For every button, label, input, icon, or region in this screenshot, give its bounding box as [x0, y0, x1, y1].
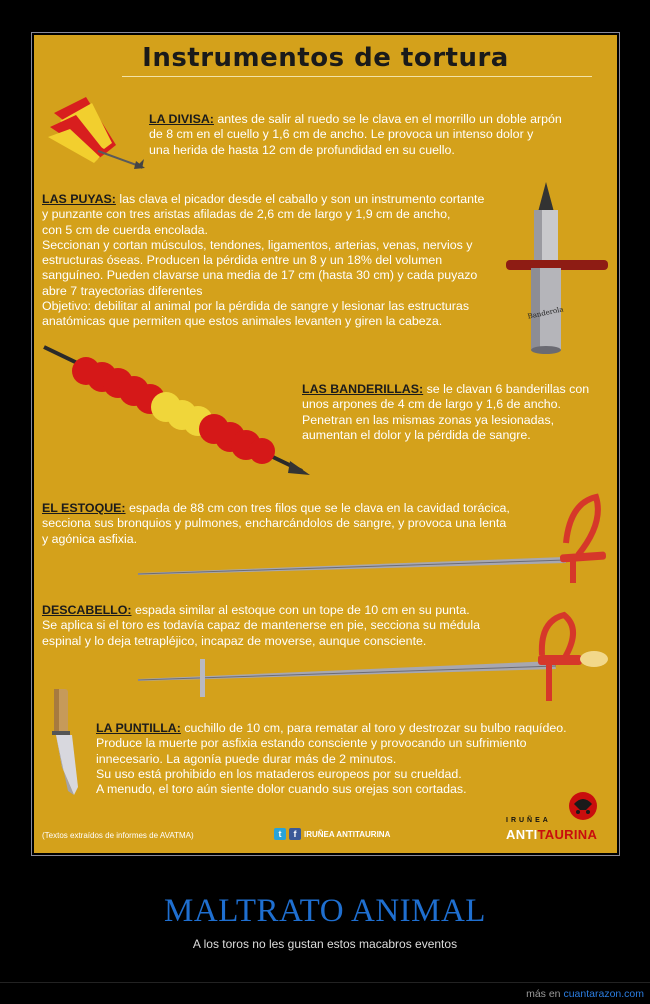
- banderillas-heading: LAS BANDERILLAS:: [302, 382, 424, 396]
- social-links[interactable]: [274, 828, 390, 840]
- social-label: IRUÑEA ANTITAURINA: [304, 829, 391, 839]
- puya-label: Banderola: [526, 305, 565, 321]
- puya-illustration: [504, 180, 614, 360]
- brand-logo-icon: [506, 790, 612, 820]
- puntilla-heading: LA PUNTILLA:: [96, 721, 181, 735]
- bottom-divider: [0, 982, 650, 983]
- footer-note: (Textos extraídos de informes de AVATMA): [42, 831, 194, 840]
- twitter-icon[interactable]: t: [274, 828, 286, 840]
- puyas-text: LAS PUYAS: las clava el picador desde el caballo y son un instrumento cortante y punzante con tres aristas afiladas de 2,6 cm de largo y 1,9 cm de ancho, con 5 cm de cuerda encolada. Seccionan y cortan músculos, tendones, ligamentos, arterias, venas, nervios y estructuras óseas. Producen la pérdida entre un 8 y un 18% del volumen sanguíneo. Pueden clavarse una media de 17 cm (hasta 30 cm) y cada puyazo abre 7 trayectorias diferentes Objetivo: debilitar al animal por la pérdida de sangre y lesionar las estructuras anatómicas que permiten que estos animales levanten y giren la cabeza.: [42, 192, 485, 329]
- estoque-heading: EL ESTOQUE:: [42, 501, 126, 515]
- site-credit: más en cuantarazon.com: [526, 988, 644, 1000]
- estoque-illustration: [134, 493, 614, 583]
- descabello-illustration: [134, 609, 614, 709]
- poster: [34, 35, 617, 853]
- brand-logo: [506, 790, 612, 842]
- divisa-heading: LA DIVISA:: [149, 112, 214, 126]
- caption-subtitle: A los toros no les gustan estos macabros eventos: [192, 937, 458, 951]
- puntilla-text: LA PUNTILLA: cuchillo de 10 cm, para rematar al toro y destrozar su bulbo raquídeo. Produce la muerte por asfixia estando consciente y provocando un sufrimiento innecesario. La agonía puede durar más de 2 minutos. Su uso está prohibido en los mataderos europeos por su crueldad. A menudo, el toro aún siente dolor cuando sus orejas son cortadas.: [96, 721, 567, 797]
- poster-title: Instrumentos de tortura: [142, 43, 509, 73]
- banderillas-illustration: [40, 341, 312, 477]
- title-rule: [122, 76, 592, 77]
- facebook-icon[interactable]: f: [289, 828, 301, 840]
- brand-top: IRUÑEA: [506, 817, 551, 824]
- banderillas-text: LAS BANDERILLAS: se le clavan 6 banderillas con unos arpones de 4 cm de largo y 1,6 de ancho. Penetran en las mismas zonas ya lesionadas, aumentan el dolor y la pérdida de sangre.: [302, 382, 590, 442]
- puyas-heading: LAS PUYAS:: [42, 192, 116, 206]
- puntilla-illustration: [48, 687, 88, 799]
- divisa-text: LA DIVISA: antes de salir al ruedo se le clava en el morrillo un doble arpón de 8 cm en el cuello y 1,6 cm de ancho. Le provoca un intenso dolor y una herida de hasta 12 cm de profundidad en su cuello.: [149, 112, 562, 157]
- divisa-illustration: [46, 93, 146, 173]
- brand-main: ANTITAURINA: [506, 827, 598, 842]
- site-link[interactable]: cuantarazon.com: [563, 988, 644, 1000]
- descabello-heading: DESCABELLO:: [42, 603, 132, 617]
- descabello-text: DESCABELLO: espada similar al estoque con un tope de 10 cm en su punta. Se aplica si el toro es todavía capaz de mantenerse en pie, secciona su médula espinal y lo deja tetrapléjico, incapaz de moverse, aunque consciente.: [42, 603, 481, 648]
- estoque-text: EL ESTOQUE: espada de 88 cm con tres filos que se le clava en la cavidad torácica, secciona sus bronquios y pulmones, encharcándolos de sangre, y provoca una lenta y agónica asfixia.: [42, 501, 510, 546]
- caption-title: MALTRATO ANIMAL: [164, 893, 486, 929]
